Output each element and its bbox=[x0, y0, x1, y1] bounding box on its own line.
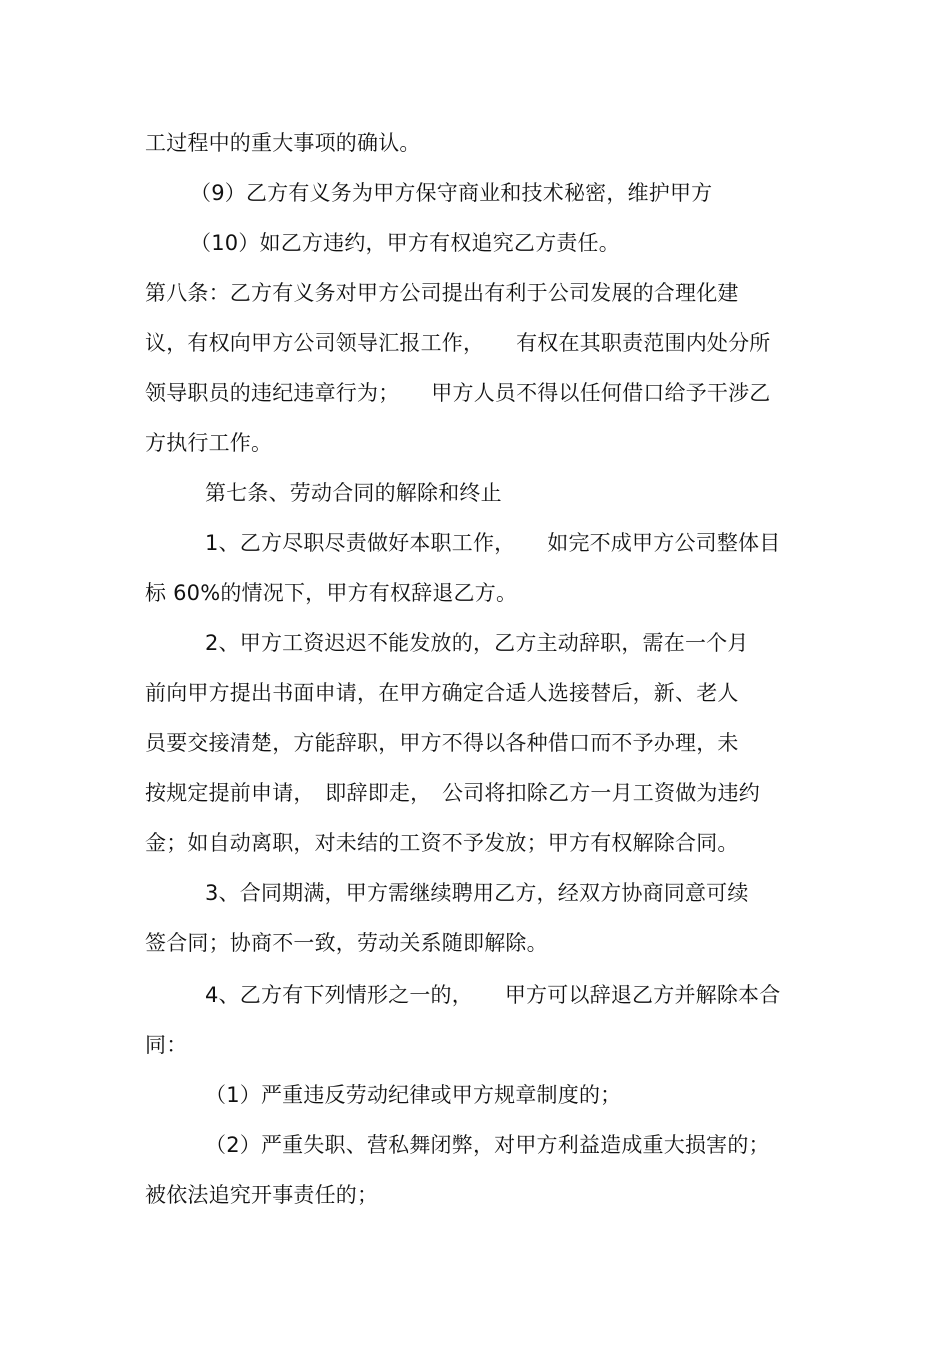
text-line-17: 签合同；协商不一致，劳动关系随即解除。 bbox=[145, 931, 548, 955]
text-line-5: 议，有权向甲方公司领导汇报工作， 有权在其职责范围内处分所 bbox=[145, 331, 771, 355]
section-heading: 第七条、劳动合同的解除和终止 bbox=[205, 481, 502, 505]
text-line-15: 金；如自动离职，对未结的工资不予发放；甲方有权解除合同。 bbox=[145, 831, 739, 855]
text-line-7: 方执行工作。 bbox=[145, 431, 273, 455]
text-line-11: 2、甲方工资迟迟不能发放的，乙方主动辞职，需在一个月 bbox=[205, 631, 749, 655]
text-line-4: 第八条：乙方有义务对甲方公司提出有利于公司发展的合理化建 bbox=[145, 281, 739, 305]
text-line-9: 1、乙方尽职尽责做好本职工作， 如完不成甲方公司整体目 bbox=[205, 531, 781, 555]
text-line-2: （9）乙方有义务为甲方保守商业和技术秘密，维护甲方 bbox=[190, 181, 713, 205]
text-line-13: 员要交接清楚，方能辞职，甲方不得以各种借口而不予办理，未 bbox=[145, 731, 739, 755]
text-line-12: 前向甲方提出书面申请，在甲方确定合适人选接替后，新、老人 bbox=[145, 681, 739, 705]
text-line-22: 被依法追究开事责任的； bbox=[145, 1183, 379, 1207]
text-line-10: 标 60%的情况下，甲方有权辞退乙方。 bbox=[145, 581, 518, 605]
text-line-18: 4、乙方有下列情形之一的， 甲方可以辞退乙方并解除本合 bbox=[205, 983, 781, 1007]
text-line-20: （1）严重违反劳动纪律或甲方规章制度的； bbox=[205, 1083, 622, 1107]
text-line-21: （2）严重失职、营私舞闭弊，对甲方利益造成重大损害的； bbox=[205, 1133, 770, 1157]
text-line-16: 3、合同期满，甲方需继续聘用乙方，经双方协商同意可续 bbox=[205, 881, 749, 905]
text-line-3: （10）如乙方违约，甲方有权追究乙方责任。 bbox=[190, 231, 620, 255]
text-line-19: 同： bbox=[145, 1033, 188, 1057]
text-line-6: 领导职员的违纪违章行为； 甲方人员不得以任何借口给予干涉乙 bbox=[145, 381, 771, 405]
text-line-14: 按规定提前申请， 即辞即走， 公司将扣除乙方一月工资做为违约 bbox=[145, 781, 760, 805]
text-line-1: 工过程中的重大事项的确认。 bbox=[145, 131, 421, 155]
